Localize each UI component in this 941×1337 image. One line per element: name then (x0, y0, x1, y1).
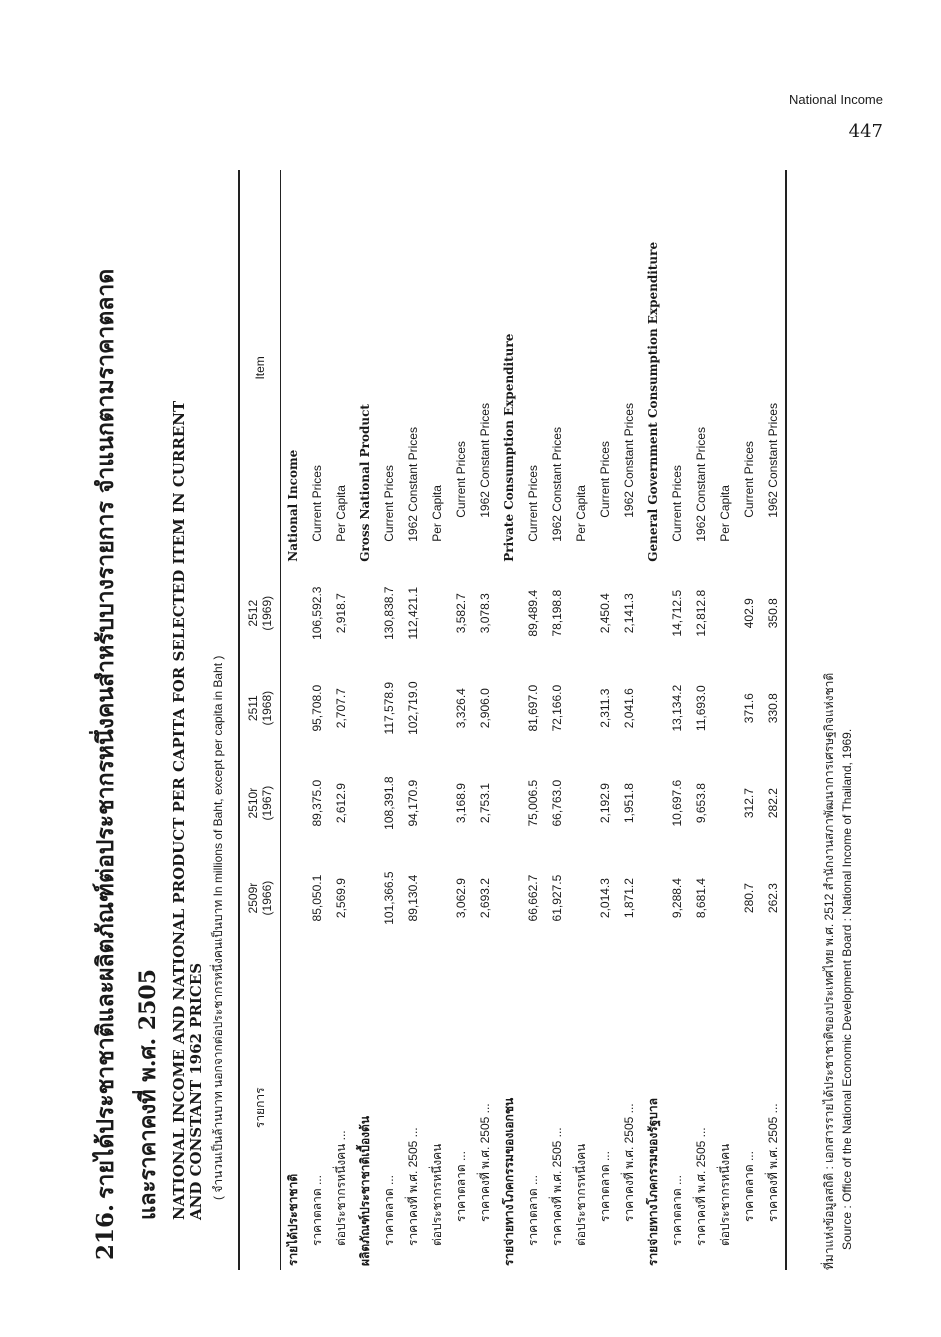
eng-item-cell: Per Capita (574, 485, 588, 542)
value-cell (569, 566, 593, 661)
table-row (425, 170, 449, 1270)
value-cell (353, 566, 377, 661)
value-cell (281, 661, 306, 756)
eng-item-cell: 1962 Constant Prices (406, 427, 420, 542)
value-cell: 2,906.0 (478, 688, 492, 729)
table-row (569, 170, 593, 1270)
value-cell (641, 851, 665, 946)
value-cell (497, 661, 521, 756)
value-cell: 2,141.3 (622, 593, 636, 634)
thai-item-cell: ราคาตลาด ... (741, 1151, 756, 1222)
value-cell (281, 851, 306, 946)
value-cell (425, 851, 449, 946)
value-cell (569, 756, 593, 851)
eng-item-cell: Current Prices (742, 441, 756, 518)
thai-item-cell: ราคาคงที่ พ.ศ. 2505 ... (761, 946, 786, 1270)
value-cell: 2,707.7 (334, 688, 348, 729)
value-cell (425, 756, 449, 851)
value-cell (425, 566, 449, 661)
thai-item-cell: ราคาตลาด ... (453, 1151, 468, 1222)
value-cell: 9,653.8 (694, 783, 708, 824)
value-cell: 13,134.2 (670, 684, 684, 732)
table-row (497, 170, 521, 1270)
table-row (521, 170, 545, 1270)
value-cell (353, 661, 377, 756)
value-cell (497, 566, 521, 661)
value-cell: 1,951.8 (622, 783, 636, 824)
running-head: National Income (789, 92, 883, 107)
thai-item-cell: ราคาคงที่ พ.ศ. 2505 ... (477, 1103, 492, 1222)
thai-item-cell: ต่อประชากรหนึ่งคน ... (333, 1130, 348, 1246)
value-cell (281, 566, 306, 661)
value-cell: 3,078.3 (478, 593, 492, 634)
table-row (713, 170, 737, 1270)
page-header (789, 92, 883, 142)
value-cell (569, 661, 593, 756)
english-title-line2: AND CONSTANT 1962 PRICES (187, 962, 205, 1220)
value-cell: 3,326.4 (454, 688, 468, 729)
value-cell: 2,014.3 (598, 878, 612, 919)
value-cell: 282.2 (761, 756, 786, 851)
footnote (820, 673, 856, 1270)
thai-item-cell: ราคาคงที่ พ.ศ. 2505 ... (405, 1127, 420, 1246)
thai-item-cell: ต่อประชากรหนึ่งคน (429, 1143, 444, 1246)
thai-item-cell: ต่อประชากรหนึ่งคน (573, 1143, 588, 1246)
value-cell (497, 851, 521, 946)
table-row (545, 170, 569, 1270)
value-cell (641, 566, 665, 661)
value-cell: 2,192.9 (598, 783, 612, 824)
table-row (665, 170, 689, 1270)
thai-subtitle: และราคาคงที่ พ.ศ. 2505 (135, 968, 161, 1220)
eng-item-cell: 1962 Constant Prices (622, 403, 636, 518)
table-row (473, 170, 497, 1270)
thai-item-cell: ราคาตลาด ... (525, 1175, 540, 1246)
table-row (377, 170, 401, 1270)
value-cell: 2,918.7 (334, 593, 348, 634)
eng-item-cell: Per Capita (334, 485, 348, 542)
eng-item-cell: 1962 Constant Prices (550, 427, 564, 542)
english-title-line1: NATIONAL INCOME AND NATIONAL PRODUCT PER CAPITA FOR SELECTED ITEM IN CURRENT (170, 400, 188, 1220)
thai-item-cell: ราคาตลาด ... (381, 1175, 396, 1246)
value-cell: 9,288.4 (670, 878, 684, 919)
table-row (641, 170, 665, 1270)
table-row (329, 170, 353, 1270)
value-cell: 117,578.9 (382, 681, 396, 735)
thai-item-header: รายการ (239, 946, 281, 1270)
value-cell: 2,569.9 (334, 878, 348, 919)
value-cell: 1,871.2 (622, 878, 636, 919)
value-cell: 312.7 (742, 788, 756, 819)
year-header: 2509r (1966) (239, 851, 281, 946)
value-cell (641, 661, 665, 756)
footnote-thai: ที่มาแห่งข้อมูลสถิติ : เอกสารรายได้ประชาชาติของประเทศไทย พ.ศ. 2512 สำนักงานสภาพัฒนาการเศรษฐกิจแห่งชาติ (822, 672, 836, 1270)
eng-item-cell: 1962 Constant Prices (478, 403, 492, 518)
thai-item-cell: ราคาตลาด ... (597, 1151, 612, 1222)
value-cell (569, 851, 593, 946)
value-cell: 8,681.4 (694, 878, 708, 919)
value-cell: 112,421.1 (406, 586, 420, 640)
value-cell (713, 851, 737, 946)
value-cell: 262.3 (761, 851, 786, 946)
thai-item-cell: ราคาคงที่ พ.ศ. 2505 ... (693, 1127, 708, 1246)
thai-item-cell: รายได้ประชาชาติ (285, 1173, 300, 1266)
thai-item-cell: รายจ่ายทางโภคกรรมของเอกชน (501, 1097, 516, 1266)
value-cell: 2,450.4 (598, 593, 612, 634)
value-cell: 330.8 (761, 661, 786, 756)
value-cell (713, 756, 737, 851)
value-cell: 61,927.5 (550, 874, 564, 922)
value-cell: 402.9 (742, 598, 756, 629)
value-cell: 3,168.9 (454, 783, 468, 824)
page-number: 447 (848, 121, 883, 142)
value-cell: 10,697.6 (670, 779, 684, 827)
value-cell: 2,612.9 (334, 783, 348, 824)
value-cell: 14,712.5 (670, 589, 684, 637)
eng-item-cell: Current Prices (670, 465, 684, 542)
thai-title: รายได้ประชาชาติและผลิตภัณฑ์ต่อประชากรหนึ่งคนสำหรับบางรายการ จำแนกตามราคาตลาด (92, 268, 119, 1199)
eng-item-cell: Current Prices (310, 465, 324, 542)
year-header: 2512 (1969) (239, 566, 281, 661)
eng-item-cell: Current Prices (382, 465, 396, 542)
value-cell: 94,170.9 (406, 779, 420, 827)
value-cell: 3,062.9 (454, 878, 468, 919)
footnote-english: Source : Office of the National Economic Development Board : National Income of Thailand, 1969. (840, 728, 854, 1250)
value-cell: 350.8 (761, 566, 786, 661)
eng-item-cell: Gross National Product (358, 404, 372, 562)
eng-item-cell: Per Capita (718, 485, 732, 542)
eng-item-cell: Current Prices (454, 441, 468, 518)
thai-item-cell: ราคาตลาด ... (669, 1175, 684, 1246)
units-note: ( จำนวนเป็นล้านบาท นอกจากต่อประชากรหนึ่งคนเป็นบาท In millions of Baht, except per capita in Baht ) (211, 655, 225, 1200)
value-cell: 89,130.4 (406, 874, 420, 922)
table-row (761, 170, 786, 1270)
eng-item-cell: Current Prices (526, 465, 540, 542)
thai-item-cell: รายจ่ายทางโภคกรรมของรัฐบาล (645, 1097, 660, 1266)
eng-item-cell: National Income (286, 449, 300, 562)
value-cell (353, 756, 377, 851)
eng-item-cell: 1962 Constant Prices (761, 170, 786, 566)
thai-item-cell: ราคาคงที่ พ.ศ. 2505 ... (621, 1103, 636, 1222)
eng-item-cell: 1962 Constant Prices (694, 427, 708, 542)
value-cell: 89,489.4 (526, 589, 540, 637)
table-row (449, 170, 473, 1270)
year-header: 2510r (1967) (239, 756, 281, 851)
table-row (353, 170, 377, 1270)
value-cell: 2,311.3 (598, 688, 612, 728)
eng-item-cell: General Government Consumption Expenditure (646, 241, 660, 562)
value-cell: 2,753.1 (478, 783, 492, 824)
table-row (689, 170, 713, 1270)
thai-item-cell: ราคาตลาด ... (309, 1175, 324, 1246)
value-cell: 2,693.2 (478, 878, 492, 919)
value-cell (497, 756, 521, 851)
table-title-block (88, 140, 228, 1260)
value-cell: 66,763.0 (550, 779, 564, 827)
value-cell (281, 756, 306, 851)
eng-item-cell: Current Prices (598, 441, 612, 518)
table-row (737, 170, 761, 1270)
value-cell: 85,050.1 (310, 874, 324, 922)
table-row (617, 170, 641, 1270)
table-row (281, 170, 306, 1270)
value-cell (641, 756, 665, 851)
value-cell (713, 566, 737, 661)
table-number: 216. (92, 1203, 119, 1260)
thai-item-cell: ราคาคงที่ พ.ศ. 2505 ... (549, 1127, 564, 1246)
value-cell: 130,838.7 (382, 586, 396, 640)
value-cell: 95,708.0 (310, 684, 324, 732)
value-cell: 89,375.0 (310, 779, 324, 827)
value-cell: 106,592.3 (310, 586, 324, 640)
value-cell: 371.6 (742, 693, 756, 724)
value-cell: 108,391.8 (382, 776, 396, 830)
year-header: 2511 (1968) (239, 661, 281, 756)
data-table (238, 170, 787, 1270)
value-cell: 280.7 (742, 883, 756, 914)
value-cell: 75,006.5 (526, 779, 540, 827)
value-cell (353, 851, 377, 946)
value-cell: 2,041.6 (622, 688, 636, 729)
table-row (401, 170, 425, 1270)
eng-item-cell: Per Capita (430, 485, 444, 542)
header-row (239, 170, 281, 1270)
value-cell: 12,812.8 (694, 589, 708, 637)
value-cell: 81,697.0 (526, 684, 540, 732)
value-cell: 66,662.7 (526, 874, 540, 922)
thai-item-cell: ผลิตภัณฑ์ประชาชาติเบื้องต้น (357, 1115, 372, 1266)
rotated-table-page (80, 140, 880, 1270)
value-cell: 102,719.0 (406, 681, 420, 735)
value-cell: 3,582.7 (454, 593, 468, 634)
value-cell: 11,693.0 (694, 685, 708, 732)
value-cell (425, 661, 449, 756)
table-row (305, 170, 329, 1270)
table-row (593, 170, 617, 1270)
eng-item-header: Item (239, 170, 281, 566)
value-cell: 101,366.5 (382, 871, 396, 925)
thai-item-cell: ต่อประชากรหนึ่งคน (717, 1143, 732, 1246)
value-cell: 78,198.8 (550, 589, 564, 637)
value-cell: 72,166.0 (550, 684, 564, 732)
value-cell (713, 661, 737, 756)
eng-item-cell: Private Consumption Expenditure (502, 333, 516, 562)
